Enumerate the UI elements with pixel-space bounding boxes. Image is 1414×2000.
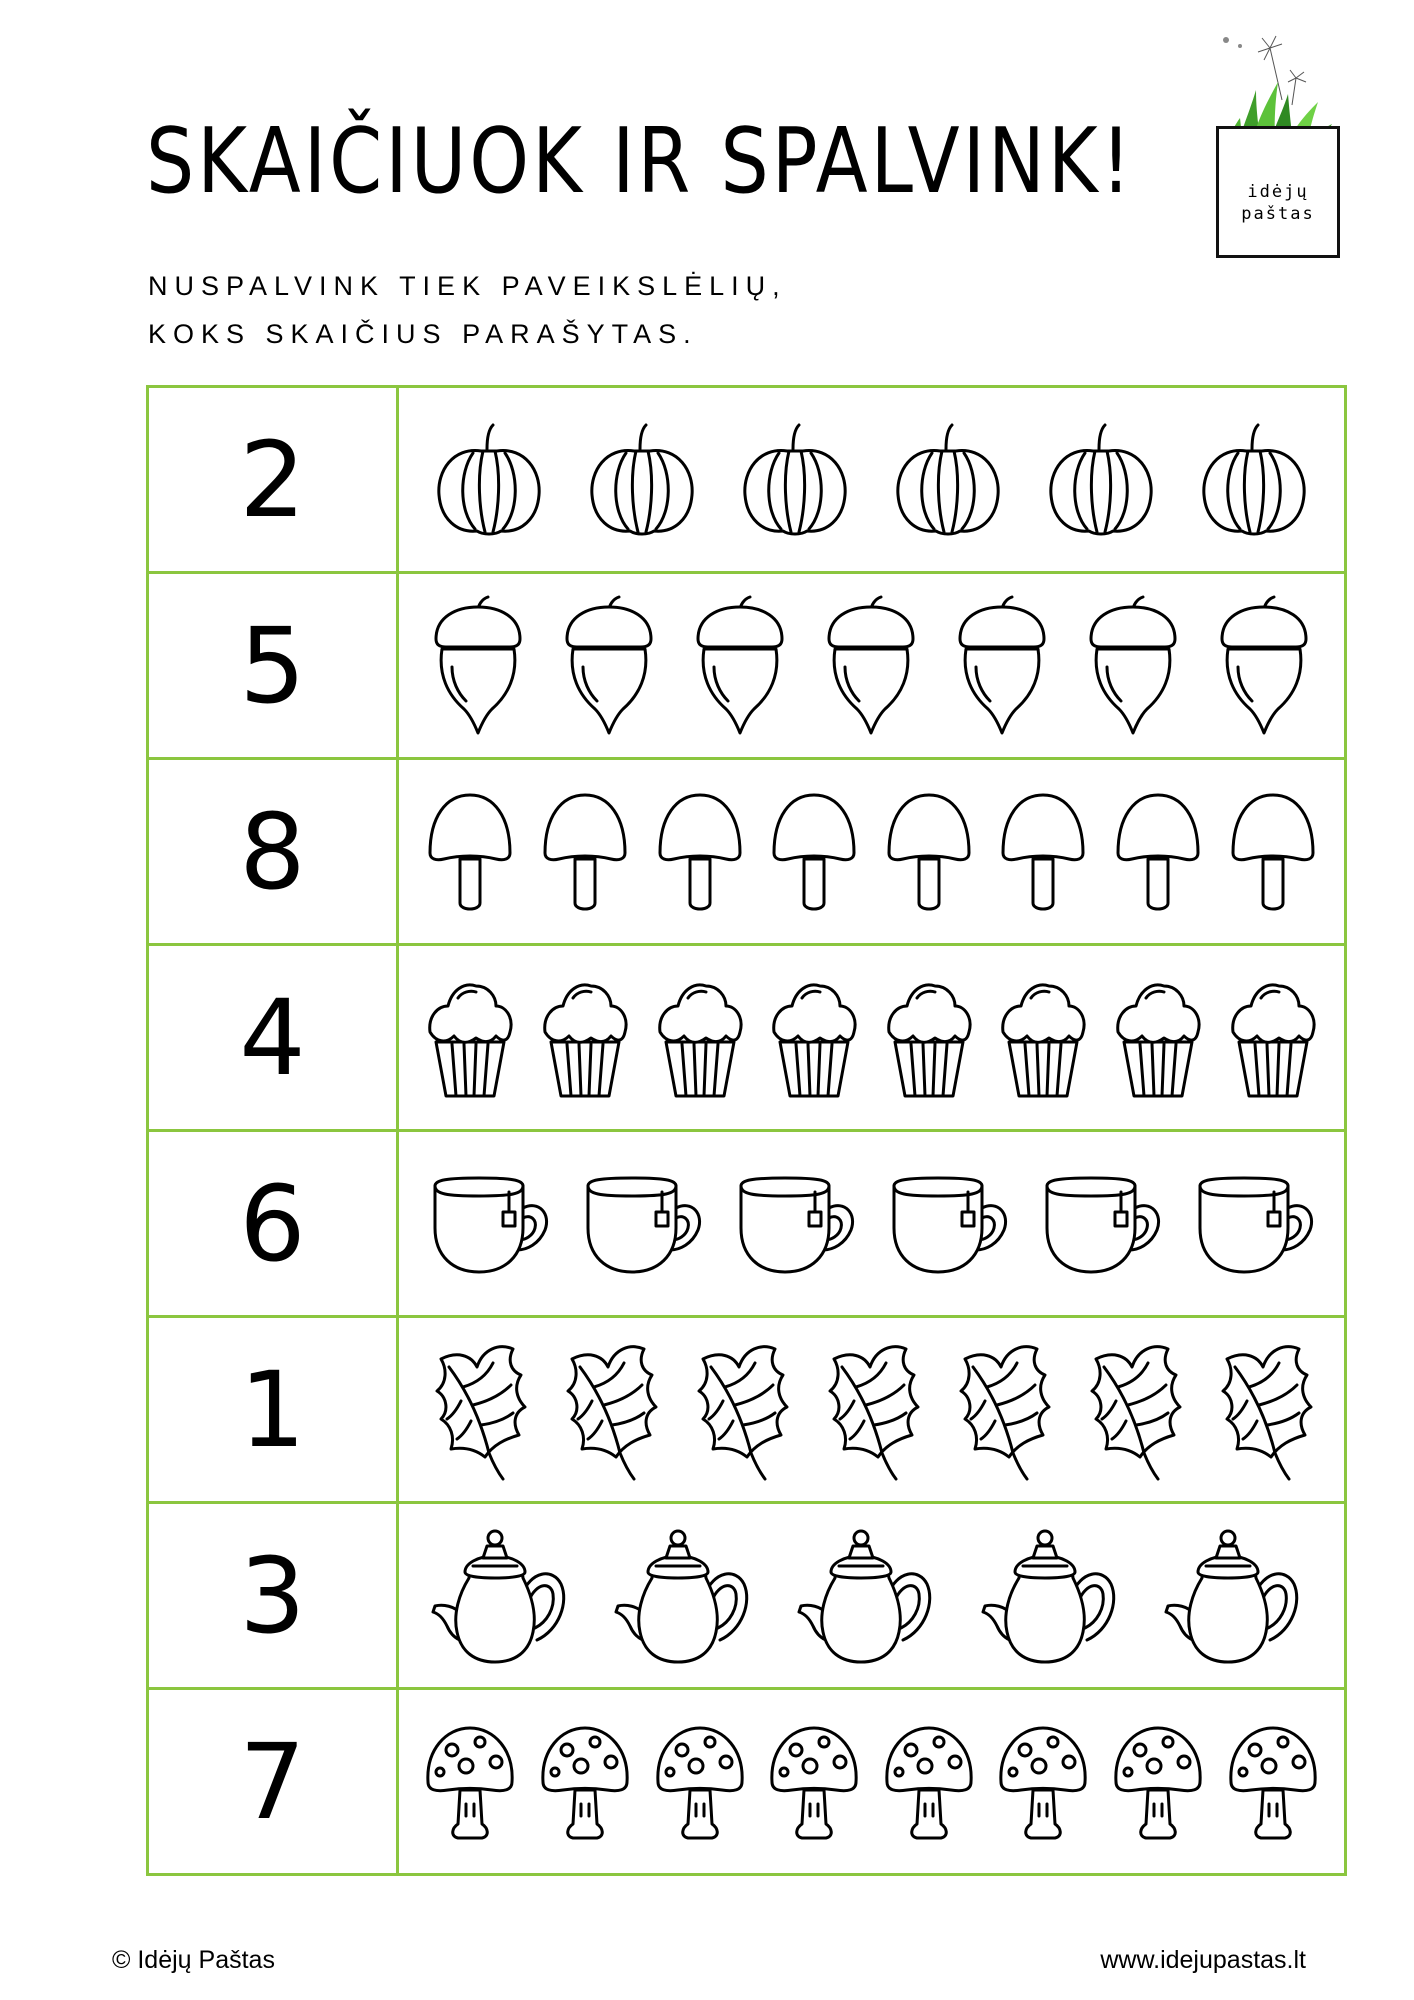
table-row [149, 388, 1344, 574]
logo-line-2: paštas [1241, 204, 1315, 224]
instruction-line-2: KOKS SKAIČIUS PARAŠYTAS. [148, 319, 698, 349]
pumpkin-icon [586, 421, 698, 539]
tea-cup-icon [580, 1170, 704, 1278]
logo-box [1216, 126, 1340, 258]
pictures-cell [399, 388, 1344, 571]
acorn-icon [1216, 595, 1314, 737]
mushroom-icon [770, 789, 858, 915]
teapot-icon [975, 1522, 1135, 1670]
row-number: 7 [149, 1690, 399, 1873]
table-row [149, 760, 1344, 946]
toadstool-icon [766, 1720, 862, 1844]
cupcake-icon [997, 976, 1089, 1100]
cupcake-icon [1227, 976, 1319, 1100]
pictures-cell [399, 1132, 1344, 1315]
row-number: 5 [149, 574, 399, 757]
table-row [149, 946, 1344, 1132]
logo-text [1219, 181, 1337, 225]
leaf-icon [1213, 1339, 1317, 1481]
tea-cup-icon [1039, 1170, 1163, 1278]
teapot-icon [608, 1522, 768, 1670]
mushroom-icon [541, 789, 629, 915]
mushroom-icon [885, 789, 973, 915]
pumpkin-icon [892, 421, 1004, 539]
mushroom-icon [1114, 789, 1202, 915]
row-number: 1 [149, 1318, 399, 1501]
tea-cup-icon [1192, 1170, 1316, 1278]
copyright: © Idėjų Paštas [112, 1946, 275, 1974]
cupcake-icon [768, 976, 860, 1100]
row-number: 3 [149, 1504, 399, 1687]
tea-cup-icon [733, 1170, 857, 1278]
row-number: 2 [149, 388, 399, 571]
acorn-icon [823, 595, 921, 737]
acorn-icon [561, 595, 659, 737]
acorn-icon [430, 595, 528, 737]
pumpkin-icon [1198, 421, 1310, 539]
cupcake-icon [883, 976, 975, 1100]
pictures-cell [399, 760, 1344, 943]
table-row [149, 1132, 1344, 1318]
mushroom-icon [656, 789, 744, 915]
cupcake-icon [424, 976, 516, 1100]
pictures-cell [399, 1504, 1344, 1687]
leaf-icon [689, 1339, 793, 1481]
pictures-cell [399, 574, 1344, 757]
table-row [149, 1690, 1344, 1873]
instructions [148, 262, 787, 358]
table-row [149, 574, 1344, 760]
logo-line-1: idėjų [1247, 182, 1309, 202]
table-row [149, 1504, 1344, 1690]
acorn-icon [954, 595, 1052, 737]
tea-cup-icon [427, 1170, 551, 1278]
acorn-icon [692, 595, 790, 737]
toadstool-icon [1225, 1720, 1321, 1844]
toadstool-icon [422, 1720, 518, 1844]
toadstool-icon [881, 1720, 977, 1844]
leaf-icon [558, 1339, 662, 1481]
pictures-cell [399, 946, 1344, 1129]
instruction-line-1: NUSPALVINK TIEK PAVEIKSLĖLIŲ, [148, 271, 787, 301]
mushroom-icon [999, 789, 1087, 915]
teapot-icon [1158, 1522, 1318, 1670]
leaf-icon [427, 1339, 531, 1481]
leaf-icon [1082, 1339, 1186, 1481]
tea-cup-icon [886, 1170, 1010, 1278]
row-number: 6 [149, 1132, 399, 1315]
toadstool-icon [537, 1720, 633, 1844]
pumpkin-icon [433, 421, 545, 539]
counting-table [146, 385, 1347, 1876]
table-row [149, 1318, 1344, 1504]
pictures-cell [399, 1690, 1344, 1873]
toadstool-icon [995, 1720, 1091, 1844]
pumpkin-icon [739, 421, 851, 539]
cupcake-icon [654, 976, 746, 1100]
teapot-icon [425, 1522, 585, 1670]
leaf-icon [820, 1339, 924, 1481]
toadstool-icon [1110, 1720, 1206, 1844]
cupcake-icon [1112, 976, 1204, 1100]
mushroom-icon [426, 789, 514, 915]
leaf-icon [951, 1339, 1055, 1481]
mushroom-icon [1229, 789, 1317, 915]
cupcake-icon [539, 976, 631, 1100]
teapot-icon [791, 1522, 951, 1670]
acorn-icon [1085, 595, 1183, 737]
pictures-cell [399, 1318, 1344, 1501]
page-title: SKAIČIUOK IR SPALVINK! [146, 108, 1135, 214]
brand-logo [1216, 30, 1346, 230]
pumpkin-icon [1045, 421, 1157, 539]
row-number: 4 [149, 946, 399, 1129]
website-link[interactable]: www.idejupastas.lt [1100, 1946, 1306, 1974]
toadstool-icon [652, 1720, 748, 1844]
row-number: 8 [149, 760, 399, 943]
